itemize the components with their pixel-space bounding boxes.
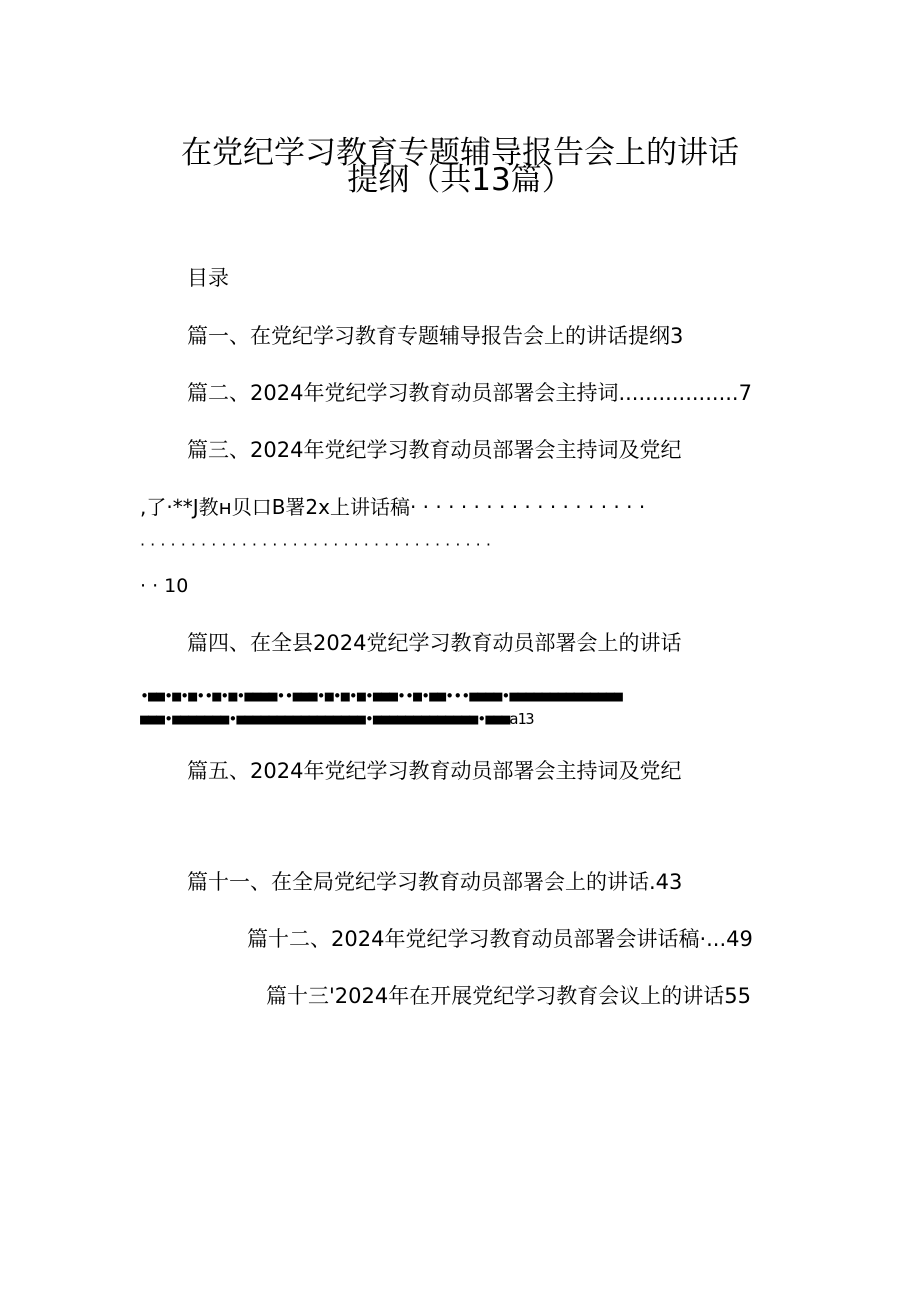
toc-entry-3[interactable]: 篇三、2024年党纪学习教育动员部署会主持词及党纪	[187, 438, 682, 462]
toc-entry-13[interactable]: 篇十三'2024年在开展党纪学习教育会议上的讲话55	[266, 984, 751, 1008]
toc-entry-2[interactable]: 篇二、2024年党纪学习教育动员部署会主持词..................7	[187, 381, 752, 405]
toc-entry-3-page[interactable]: · · 10	[140, 575, 189, 597]
toc-entry-4-leader-page[interactable]: ■■■•■■■■■■■•■■■■■■■■■■■■■■■■•■■■■■■■■■■■■■•■■■a13	[140, 710, 534, 728]
toc-entry-3-leader: · · · · · · · · · · · · · · · · · · · · · · · · · · · · · · · · · · ·	[140, 535, 491, 554]
toc-entry-4[interactable]: 篇四、在全县2024党纪学习教育动员部署会上的讲话	[187, 631, 682, 655]
toc-entry-1[interactable]: 篇一、在党纪学习教育专题辅导报告会上的讲话提纲3	[187, 324, 684, 348]
document-title-line-2: 提纲（共13篇）	[347, 162, 573, 198]
toc-entry-3-cont[interactable]: ,了·**J教н贝口B署2x上讲话稿· · · · · · · · · · · · · · · · · · ·	[140, 495, 646, 519]
toc-entry-12[interactable]: 篇十二、2024年党纪学习教育动员部署会讲话稿·...49	[247, 927, 753, 951]
document-title-line-1: 在党纪学习教育专题辅导报告会上的讲话	[181, 135, 739, 171]
toc-entry-5[interactable]: 篇五、2024年党纪学习教育动员部署会主持词及党纪	[187, 759, 682, 783]
toc-entry-11[interactable]: 篇十一、在全局党纪学习教育动员部署会上的讲话.43	[187, 870, 683, 894]
toc-heading: 目录	[187, 266, 229, 290]
toc-entry-4-leader: •■■•■•■••■•■•■■■■••■■■•■•■•■•■■■••■•■■•••■■■■•■■■■■■■■■■■■■■	[140, 687, 622, 705]
